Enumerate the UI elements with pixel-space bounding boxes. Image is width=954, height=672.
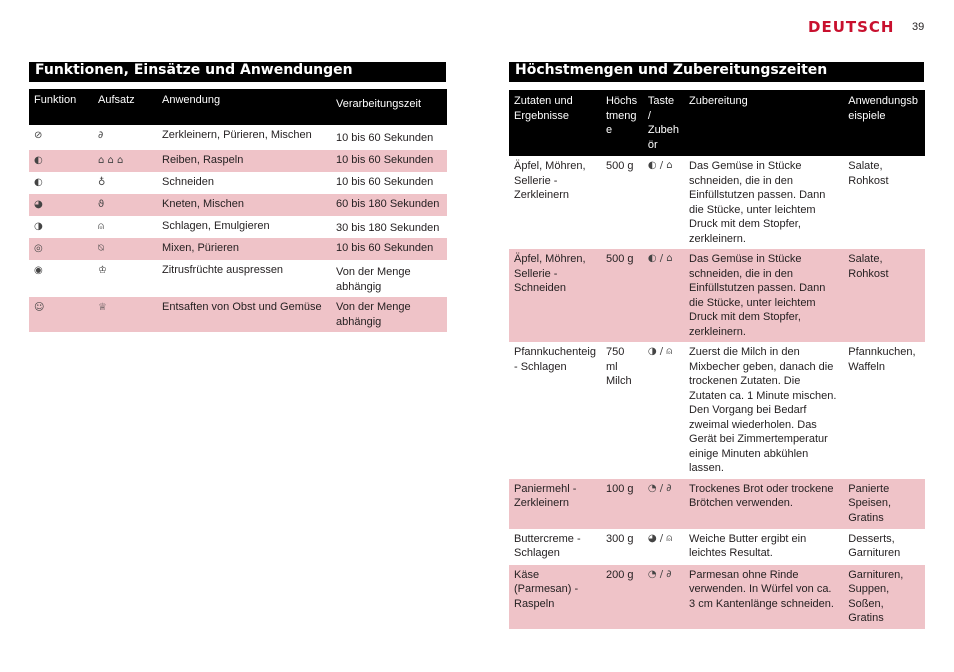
anwendung-cell: Zitrusfrüchte auspressen [157, 260, 331, 297]
setting-4-icon: ◑ [34, 220, 43, 232]
citrus-press-icon: ♔ [98, 265, 107, 276]
table-row [509, 565, 925, 629]
page-number: 39 [912, 21, 925, 33]
quantities-table [509, 90, 925, 629]
table-row [29, 297, 447, 332]
juicer-icon: ♕ [98, 302, 107, 313]
zeit-cell: Von der Menge abhängig [331, 260, 447, 297]
menge-cell: 500 g [601, 156, 643, 249]
zubereitung-cell: Weiche Butter ergibt ein leichtes Resultat. [684, 529, 843, 565]
zutaten-cell: Äpfel, Möhren, Sellerie - Zerkleinern [509, 156, 601, 249]
beispiele-cell: Garnituren, Suppen, Soßen, Gratins [843, 565, 925, 629]
setting-5-icon: ◎ [34, 243, 43, 254]
table-row [509, 249, 925, 342]
menge-cell: 200 g [601, 565, 643, 629]
right-section-title: Höchstmengen und Zubereitungszeiten [509, 62, 924, 82]
taste-cell: ◔ / ∂ [643, 479, 684, 529]
beispiele-cell: Salate, Rohkost [843, 156, 925, 249]
setting-7-icon: ☺ [34, 302, 45, 313]
whisk-icon: ⍝ [98, 220, 104, 232]
language-label: DEUTSCH [808, 18, 895, 36]
zubereitung-cell: Parmesan ohne Rinde verwenden. In Würfel von ca. 3 cm Kantenlänge schneiden. [684, 565, 843, 629]
zeit-cell: 10 bis 60 Sekunden [331, 125, 447, 150]
table-row [29, 150, 447, 172]
zubereitung-cell: Das Gemüse in Stücke schneiden, die in den Einfüllstutzen passen. Dann die Stücke, unter leichtem Druck mit dem Stopfer, zerkleinern. [684, 156, 843, 249]
zutaten-cell: Käse (Parmesan) - Raspeln [509, 565, 601, 629]
col-hoechstmenge: Höchs tmeng e [601, 90, 643, 156]
taste-cell: ◑ / ⍝ [643, 342, 684, 479]
setting-1-icon: ⊘ [34, 130, 43, 141]
blender-icon: ⍉ [98, 243, 104, 254]
zeit-cell: 30 bis 180 Sekunden [331, 216, 447, 239]
table-row [29, 194, 447, 216]
zeit-cell: 10 bis 60 Sekunden [331, 150, 447, 172]
col-zutaten: Zutaten und Ergebnisse [509, 90, 601, 156]
table-row [29, 172, 447, 194]
setting-3-icon: ◕ [34, 198, 43, 210]
zutaten-cell: Pfannkuchenteig - Schlagen [509, 342, 601, 479]
menge-cell: 500 g [601, 249, 643, 342]
beispiele-cell: Panierte Speisen, Gratins [843, 479, 925, 529]
functions-table [29, 89, 447, 332]
beispiele-cell: Salate, Rohkost [843, 249, 925, 342]
setting-2-icon: ◐ [34, 155, 43, 166]
table-row [29, 216, 447, 239]
table-row [509, 156, 925, 249]
taste-cell: ◔ / ∂ [643, 565, 684, 629]
table-row [509, 479, 925, 529]
menge-cell: 750 ml Milch [601, 342, 643, 479]
taste-cell: ◐ / ⌂ [643, 249, 684, 342]
zeit-cell: 60 bis 180 Sekunden [331, 194, 447, 216]
table-row [29, 238, 447, 260]
zutaten-cell: Buttercreme - Schlagen [509, 529, 601, 565]
blade-icon: ∂ [98, 130, 104, 141]
zubereitung-cell: Trockenes Brot oder trockene Brötchen verwenden. [684, 479, 843, 529]
zubereitung-cell: Zuerst die Milch in den Mixbecher geben, danach die trockenen Zutaten. Die Zutaten ca. 1 Minute mischen. Den Vorgang bei Bedarf zweimal wiederholen. Das Gerät bei Zimmertemperatur einige Minuten abkühlen lassen. [684, 342, 843, 479]
zubereitung-cell: Das Gemüse in Stücke schneiden, die in den Einfüllstutzen passen. Dann die Stücke, unter leichtem Druck mit dem Stopfer, zerkleinern. [684, 249, 843, 342]
menge-cell: 300 g [601, 529, 643, 565]
grating-discs-icon: ⌂ ⌂ ⌂ [98, 155, 124, 166]
anwendung-cell: Schlagen, Emulgieren [157, 216, 331, 239]
menge-cell: 100 g [601, 479, 643, 529]
col-anwendung: Anwendung [157, 89, 331, 125]
col-funktion: Funktion [29, 89, 93, 125]
col-aufsatz: Aufsatz [93, 89, 157, 125]
anwendung-cell: Mixen, Pürieren [157, 238, 331, 260]
table-row [29, 125, 447, 150]
anwendung-cell: Entsaften von Obst und Gemüse [157, 297, 331, 332]
setting-6-icon: ◉ [34, 265, 43, 276]
col-taste: Taste / Zubeh ör [643, 90, 684, 156]
col-zubereitung: Zubereitung [684, 90, 843, 156]
anwendung-cell: Kneten, Mischen [157, 194, 331, 216]
left-section-title: Funktionen, Einsätze und Anwendungen [29, 62, 446, 82]
zeit-cell: 10 bis 60 Sekunden [331, 238, 447, 260]
table-row [509, 529, 925, 565]
col-anwendungsbeispiele: Anwendungsb eispiele [843, 90, 925, 156]
anwendung-cell: Zerkleinern, Pürieren, Mischen [157, 125, 331, 150]
table-row [29, 260, 447, 297]
taste-cell: ◐ / ⌂ [643, 156, 684, 249]
zeit-cell: 10 bis 60 Sekunden [331, 172, 447, 194]
zutaten-cell: Paniermehl - Zerkleinern [509, 479, 601, 529]
setting-2-icon: ◐ [34, 177, 43, 188]
zutaten-cell: Äpfel, Möhren, Sellerie - Schneiden [509, 249, 601, 342]
col-verarbeitungszeit: Verarbeitungszeit [331, 89, 447, 125]
kneading-icon: ϑ [98, 198, 105, 210]
beispiele-cell: Pfannkuchen, Waffeln [843, 342, 925, 479]
anwendung-cell: Schneiden [157, 172, 331, 194]
anwendung-cell: Reiben, Raspeln [157, 150, 331, 172]
taste-cell: ◕ / ⍝ [643, 529, 684, 565]
table-row [509, 342, 925, 479]
slicing-disc-icon: ♁ [98, 177, 106, 188]
zeit-cell: Von der Menge abhängig [331, 297, 447, 332]
beispiele-cell: Desserts, Garnituren [843, 529, 925, 565]
